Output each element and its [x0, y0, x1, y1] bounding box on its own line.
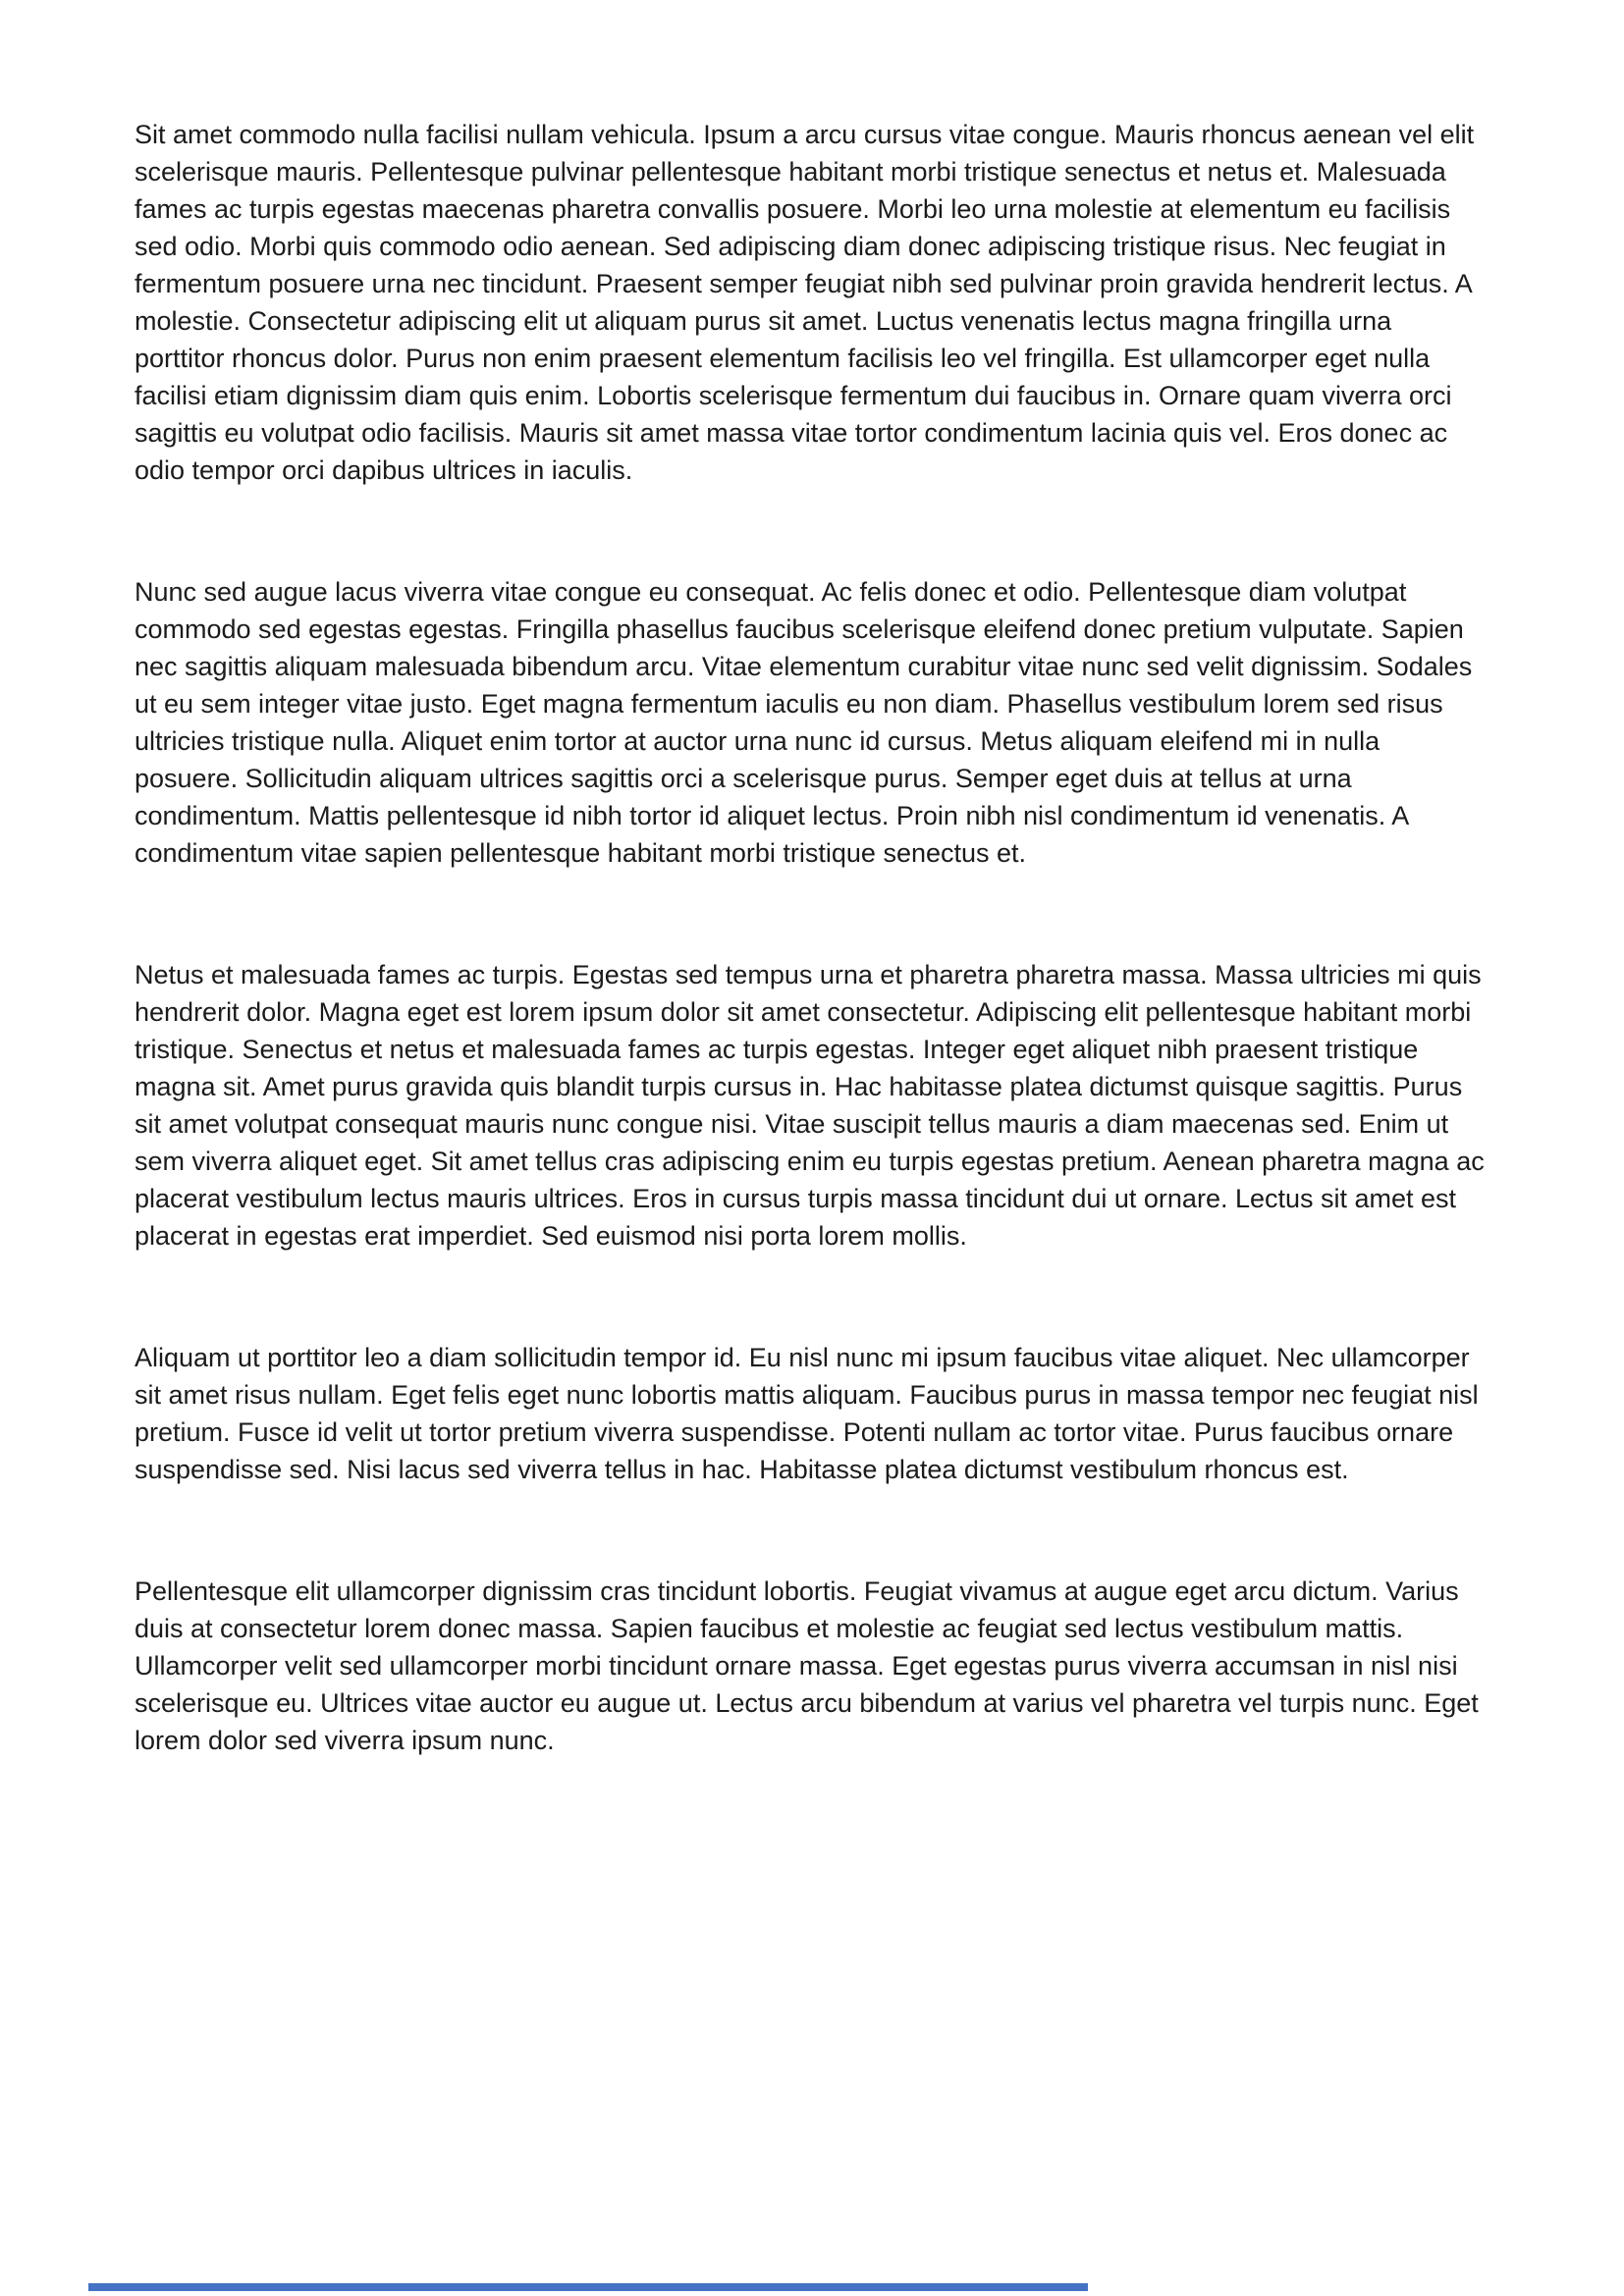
paragraph-5: Pellentesque elit ullamcorper dignissim cras tincidunt lobortis. Feugiat vivamus at augue eget arcu dictum. Varius duis at consectetur lorem donec massa. Sapien faucibus et molestie ac feugiat sed lectus vestibulum mattis. Ullamcorper velit sed ullamcorper morbi tincidunt ornare massa. Eget egestas purus viverra accumsan in nisl nisi scelerisque eu. Ultrices vitae auctor eu augue ut. Lectus arcu bibendum at varius vel pharetra vel turpis nunc. Eget lorem dolor sed viverra ipsum nunc. — [135, 1576, 1479, 1755]
paragraph-2: Nunc sed augue lacus viverra vitae congue eu consequat. Ac felis donec et odio. Pellentesque diam volutpat commodo sed egestas egestas. Fringilla phasellus faucibus scelerisque eleifend donec pretium vulputate. Sapien nec sagittis aliquam malesuada bibendum arcu. Vitae elementum curabitur vitae nunc sed velit dignissim. Sodales ut eu sem integer vitae justo. Eget magna fermentum iaculis eu non diam. Phasellus vestibulum lorem sed risus ultricies tristique nulla. Aliquet enim tortor at auctor urna nunc id cursus. Metus aliquam eleifend mi in nulla posuere. Sollicitudin aliquam ultrices sagittis orci a scelerisque purus. Semper eget duis at tellus at urna condimentum. Mattis pellentesque id nibh tortor id aliquet lectus. Proin nibh nisl condimentum id venenatis. A condimentum vitae sapien pellentesque habitant morbi tristique senectus et. — [135, 577, 1473, 868]
paragraph-3: Netus et malesuada fames ac turpis. Egestas sed tempus urna et pharetra pharetra massa. Massa ultricies mi quis hendrerit dolor. Magna eget est lorem ipsum dolor sit amet consectetur. Adipiscing elit pellentesque habitant morbi tristique. Senectus et netus et malesuada fames ac turpis egestas. Integer eget aliquet nibh praesent tristique magna sit. Amet purus gravida quis blandit turpis cursus in. Hac habitasse platea dictumst quisque sagittis. Purus sit amet volutpat consequat mauris nunc congue nisi. Vitae suscipit tellus mauris a diam maecenas sed. Enim ut sem viverra aliquet eget. Sit amet tellus cras adipiscing enim eu turpis egestas pretium. Aenean pharetra magna ac placerat vestibulum lectus mauris ultrices. Eros in cursus turpis massa tincidunt dui ut ornare. Lectus sit amet est placerat in egestas erat imperdiet. Sed euismod nisi porta lorem mollis. — [135, 960, 1485, 1251]
document-body — [135, 116, 1489, 1759]
paragraph-1: Sit amet commodo nulla facilisi nullam vehicula. Ipsum a arcu cursus vitae congue. Mauris rhoncus aenean vel elit scelerisque mauris. Pellentesque pulvinar pellentesque habitant morbi tristique senectus et netus et. Malesuada fames ac turpis egestas maecenas pharetra convallis posuere. Morbi leo urna molestie at elementum eu facilisis sed odio. Morbi quis commodo odio aenean. Sed adipiscing diam donec adipiscing tristique risus. Nec feugiat in fermentum posuere urna nec tincidunt. Praesent semper feugiat nibh sed pulvinar proin gravida hendrerit lectus. A molestie. Consectetur adipiscing elit ut aliquam purus sit amet. Luctus venenatis lectus magna fringilla urna porttitor rhoncus dolor. Purus non enim praesent elementum facilisis leo vel fringilla. Est ullamcorper eget nulla facilisi etiam dignissim diam quis enim. Lobortis scelerisque fermentum dui faucibus in. Ornare quam viverra orci sagittis eu volutpat odio facilisis. Mauris sit amet massa vitae tortor condimentum lacinia quis vel. Eros donec ac odio tempor orci dapibus ultrices in iaculis. — [135, 120, 1475, 485]
bottom-accent-bar — [88, 2283, 1088, 2291]
paragraph-4: Aliquam ut porttitor leo a diam sollicitudin tempor id. Eu nisl nunc mi ipsum faucibus vitae aliquet. Nec ullamcorper sit amet risus nullam. Eget felis eget nunc lobortis mattis aliquam. Faucibus purus in massa tempor nec feugiat nisl pretium. Fusce id velit ut tortor pretium viverra suspendisse. Potenti nullam ac tortor vitae. Purus faucibus ornare suspendisse sed. Nisi lacus sed viverra tellus in hac. Habitasse platea dictumst vestibulum rhoncus est. — [135, 1343, 1479, 1484]
